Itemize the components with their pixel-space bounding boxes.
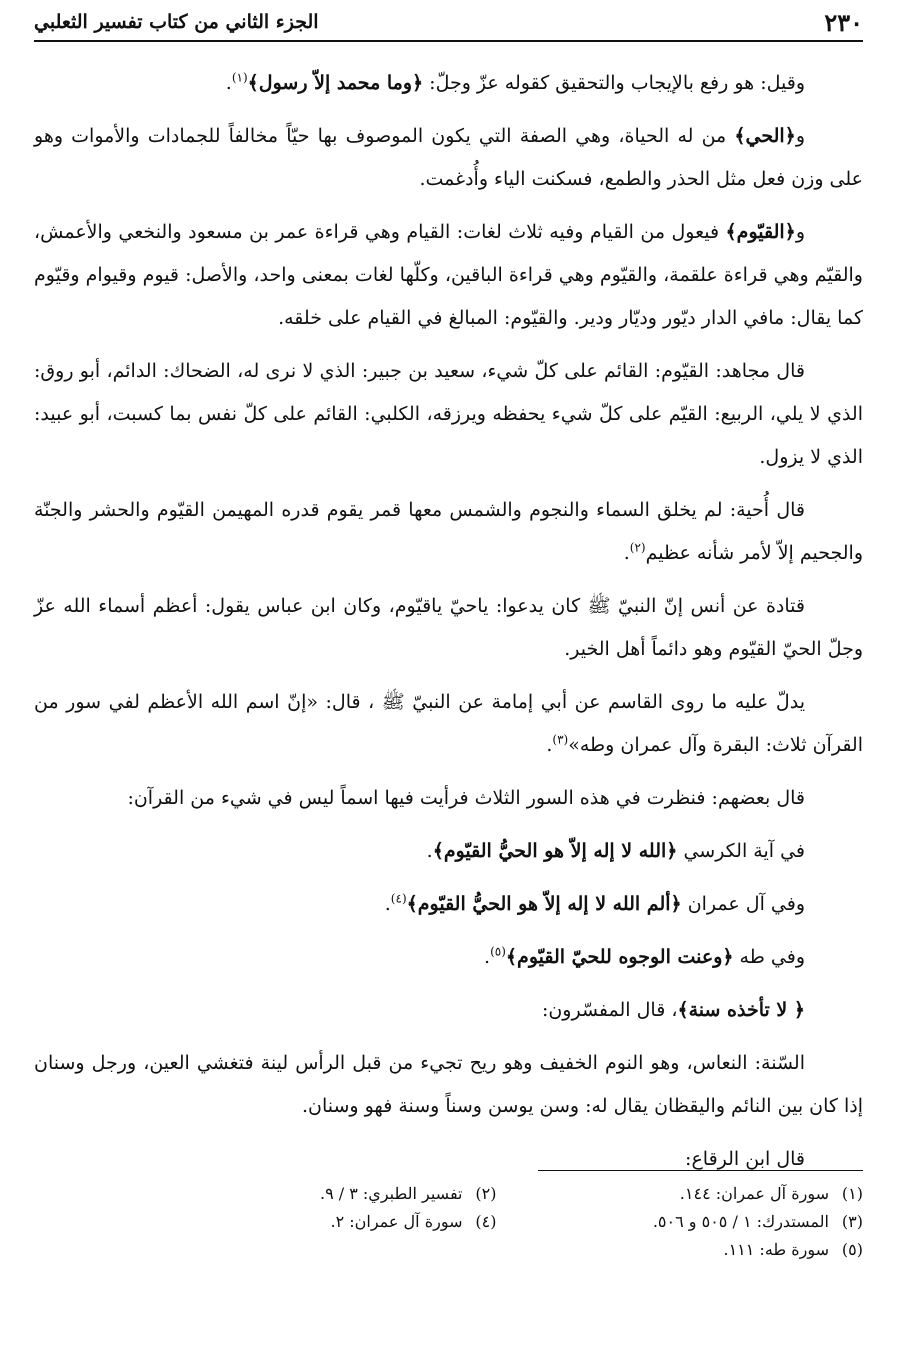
paragraph-text: قال أُحية: لم يخلق السماء والنجوم والشمس معها قمر يقوم قدره المهيمن القيّوم والحشر والجنّة والجحيم إلاّ لأمر شأنه عظيم [34,499,863,564]
footnotes [150,1180,863,1264]
paragraph-text: وقيل: هو رفع بالإيجاب والتحقيق كقوله عزّ وجلّ: [423,72,805,94]
paragraph-text: وفي طه [733,946,805,968]
paragraph [34,989,863,1032]
quran-verse: ﴿الحي﴾ [734,125,796,147]
quran-verse: ﴿ لا تأخذه سنة﴾ [677,999,805,1021]
body-text [34,62,863,1191]
paragraph-text: ، قال المفسّرون: [541,999,678,1021]
footnote-number: (١) [841,1184,863,1203]
paragraph-text: فيعول من القيام وفيه ثلاث لغات: القيام وهي قراءة عمر بن مسعود والنخعي والأعمش، والقيّم وهي قراءة علقمة، والقيّوم وهي قراءة الباقين، وكلّها لغات بمعنى واحد، والأصل: قيوم وقيوام وقيّوم كما يقال: مافي الدار ديّور وديّار ودير. والقيّوم: المبالغ في القيام على خلقه. [34,221,863,329]
footnote-ref: (١) [231,70,248,85]
punctuation: . [426,840,433,862]
footnote-item [150,1208,497,1236]
footnote-text: سورة آل عمران: ٢. [330,1212,463,1231]
paragraph-text: في آية الكرسي [677,840,805,862]
footnote-ref: (٤) [390,891,407,906]
footnote-item [517,1236,864,1264]
punctuation: . [225,72,232,94]
footnote-number: (٢) [475,1184,497,1203]
footnote-number: (٥) [841,1240,863,1259]
punctuation: . [384,893,391,915]
paragraph [34,115,863,201]
footnote-item [517,1208,864,1236]
paragraph [34,883,863,926]
footnote-number: (٣) [841,1212,863,1231]
paragraph-text: يدلّ عليه ما روى القاسم عن أبي إمامة عن النبيّ ﷺ ، قال: «إنّ اسم الله الأعظم لفي سور من القرآن ثلاث: البقرة وآل عمران وطه» [34,691,863,756]
footnote-text: المستدرك: ١ / ٥٠٥ و ٥٠٦. [652,1212,829,1231]
paragraph: السّنة: النعاس، وهو النوم الخفيف وهو ريح تجيء من قبل الرأس لينة فتغشي العين، ورجل وسنان إذا كان بين النائم واليقظان يقال له: وسن يوسن وسناً وسنة فهو وسنان. [34,1052,863,1117]
quran-verse: ﴿ألم الله لا إله إلاّ هو الحيُّ القيّوم﴾ [406,893,682,915]
page-number: ٢٣٠ [824,7,863,37]
footnote-ref: (٣) [552,732,569,747]
paragraph: قتادة عن أنس إنّ النبيّ ﷺ كان يدعوا: ياحيّ ياقيّوم، وكان ابن عباس يقول: أعظم أسماء الله عزّ وجلّ الحيّ القيّوم وهو دائماً أهل الخير. [34,595,863,660]
paragraph [34,211,863,340]
footnote-number: (٤) [475,1212,497,1231]
punctuation: . [546,734,553,756]
footnote-text: تفسير الطبري: ٣ / ٩. [319,1184,463,1203]
paragraph [34,830,863,873]
quran-verse: ﴿وما محمد إلاّ رسول﴾ [247,72,424,94]
paragraph [34,681,863,767]
paragraph [34,936,863,979]
paragraph-text: من له الحياة، وهي الصفة التي يكون الموصوف بها حيّاً مخالفاً للجمادات والأموات وهو على وزن فعل مثل الحذر والطمع، فسكنت الياء وأُدغمت. [34,125,863,190]
paragraph [34,62,863,105]
paragraph: قال ابن الرقاع: [685,1148,805,1170]
paragraph-text: وفي آل عمران [681,893,805,915]
running-title: الجزء الثاني من كتاب تفسير الثعلبي [34,11,319,33]
quran-verse: ﴿الله لا إله إلاّ هو الحيُّ القيّوم﴾ [432,840,678,862]
footnote-item [150,1180,497,1208]
paragraph: قال بعضهم: فنظرت في هذه السور الثلاث فرأيت فيها اسماً ليس في شيء من القرآن: [127,787,805,809]
paragraph: قال مجاهد: القيّوم: القائم على كلّ شيء، سعيد بن جبير: الذي لا نرى له، الضحاك: الدائم، أبو روق: الذي لا يلي، الربيع: القيّم على كلّ شيء يحفظه ويرزقه، الكلبي: القائم على كلّ نفس بما كسبت، أبو عبيد: الذي لا يزول. [34,360,863,468]
footnote-item [517,1180,864,1208]
punctuation: . [484,946,491,968]
quran-verse: ﴿وعنت الوجوه للحيّ القيّوم﴾ [505,946,734,968]
paragraph-text: و [795,221,805,243]
footnote-text: سورة طه: ١١١. [723,1240,829,1259]
page-header [34,4,863,42]
footnote-text: سورة آل عمران: ١٤٤. [679,1184,829,1203]
paragraph [34,489,863,575]
paragraph-text: و [795,125,805,147]
punctuation: . [623,542,630,564]
footnote-divider [538,1170,863,1171]
footnote-ref: (٢) [629,540,646,555]
footnote-ref: (٥) [490,944,506,959]
quran-verse: ﴿القيّوم﴾ [725,221,796,243]
